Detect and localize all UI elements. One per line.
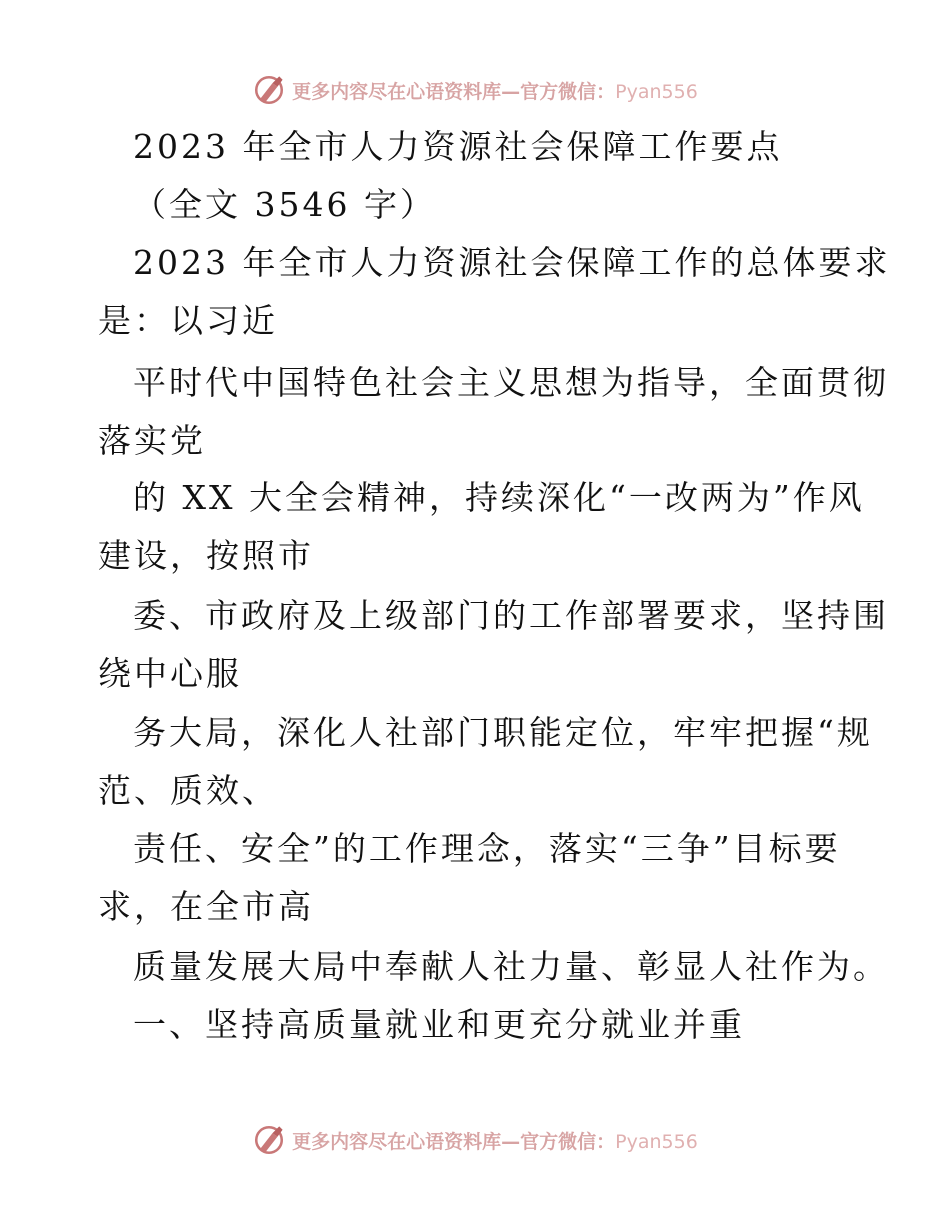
pen-logo-icon <box>252 1123 286 1157</box>
paragraph-line: 委、市政府及上级部门的工作部署要求，坚持围 <box>133 596 889 635</box>
paragraph-line: 落实党 <box>98 421 206 460</box>
paragraph-line: 责任、安全”的工作理念，落实“三争”目标要 <box>133 829 841 868</box>
header-watermark <box>0 70 950 110</box>
paragraph-line: 绕中心服 <box>98 654 242 693</box>
word-count: （全文 3546 字） <box>133 185 436 224</box>
section-heading: 一、坚持高质量就业和更充分就业并重 <box>133 1005 745 1044</box>
document-title: 2023 年全市人力资源社会保障工作要点 <box>133 127 783 166</box>
paragraph-line: 建设，按照市 <box>98 536 314 575</box>
paragraph-line: 平时代中国特色社会主义思想为指导，全面贯彻 <box>133 363 889 402</box>
footer-watermark <box>0 1120 950 1160</box>
paragraph-line: 求，在全市高 <box>98 887 314 926</box>
paragraph-line: 务大局，深化人社部门职能定位，牢牢把握“规 <box>133 713 873 752</box>
paragraph-line: 2023 年全市人力资源社会保障工作的总体要求 <box>133 243 891 282</box>
paragraph-line: 质量发展大局中奉献人社力量、彰显人社作为。 <box>133 947 889 986</box>
watermark-text: 更多内容尽在心语资料库—官方微信：Pyan556 <box>292 1130 698 1153</box>
paragraph-line: 范、质效、 <box>98 771 278 810</box>
paragraph-line: 是：以习近 <box>98 301 278 340</box>
paragraph-line: 的 XX 大全会精神，持续深化“一改两为”作风 <box>133 478 865 517</box>
pen-logo-icon <box>252 73 286 107</box>
watermark-text: 更多内容尽在心语资料库—官方微信：Pyan556 <box>292 80 698 103</box>
